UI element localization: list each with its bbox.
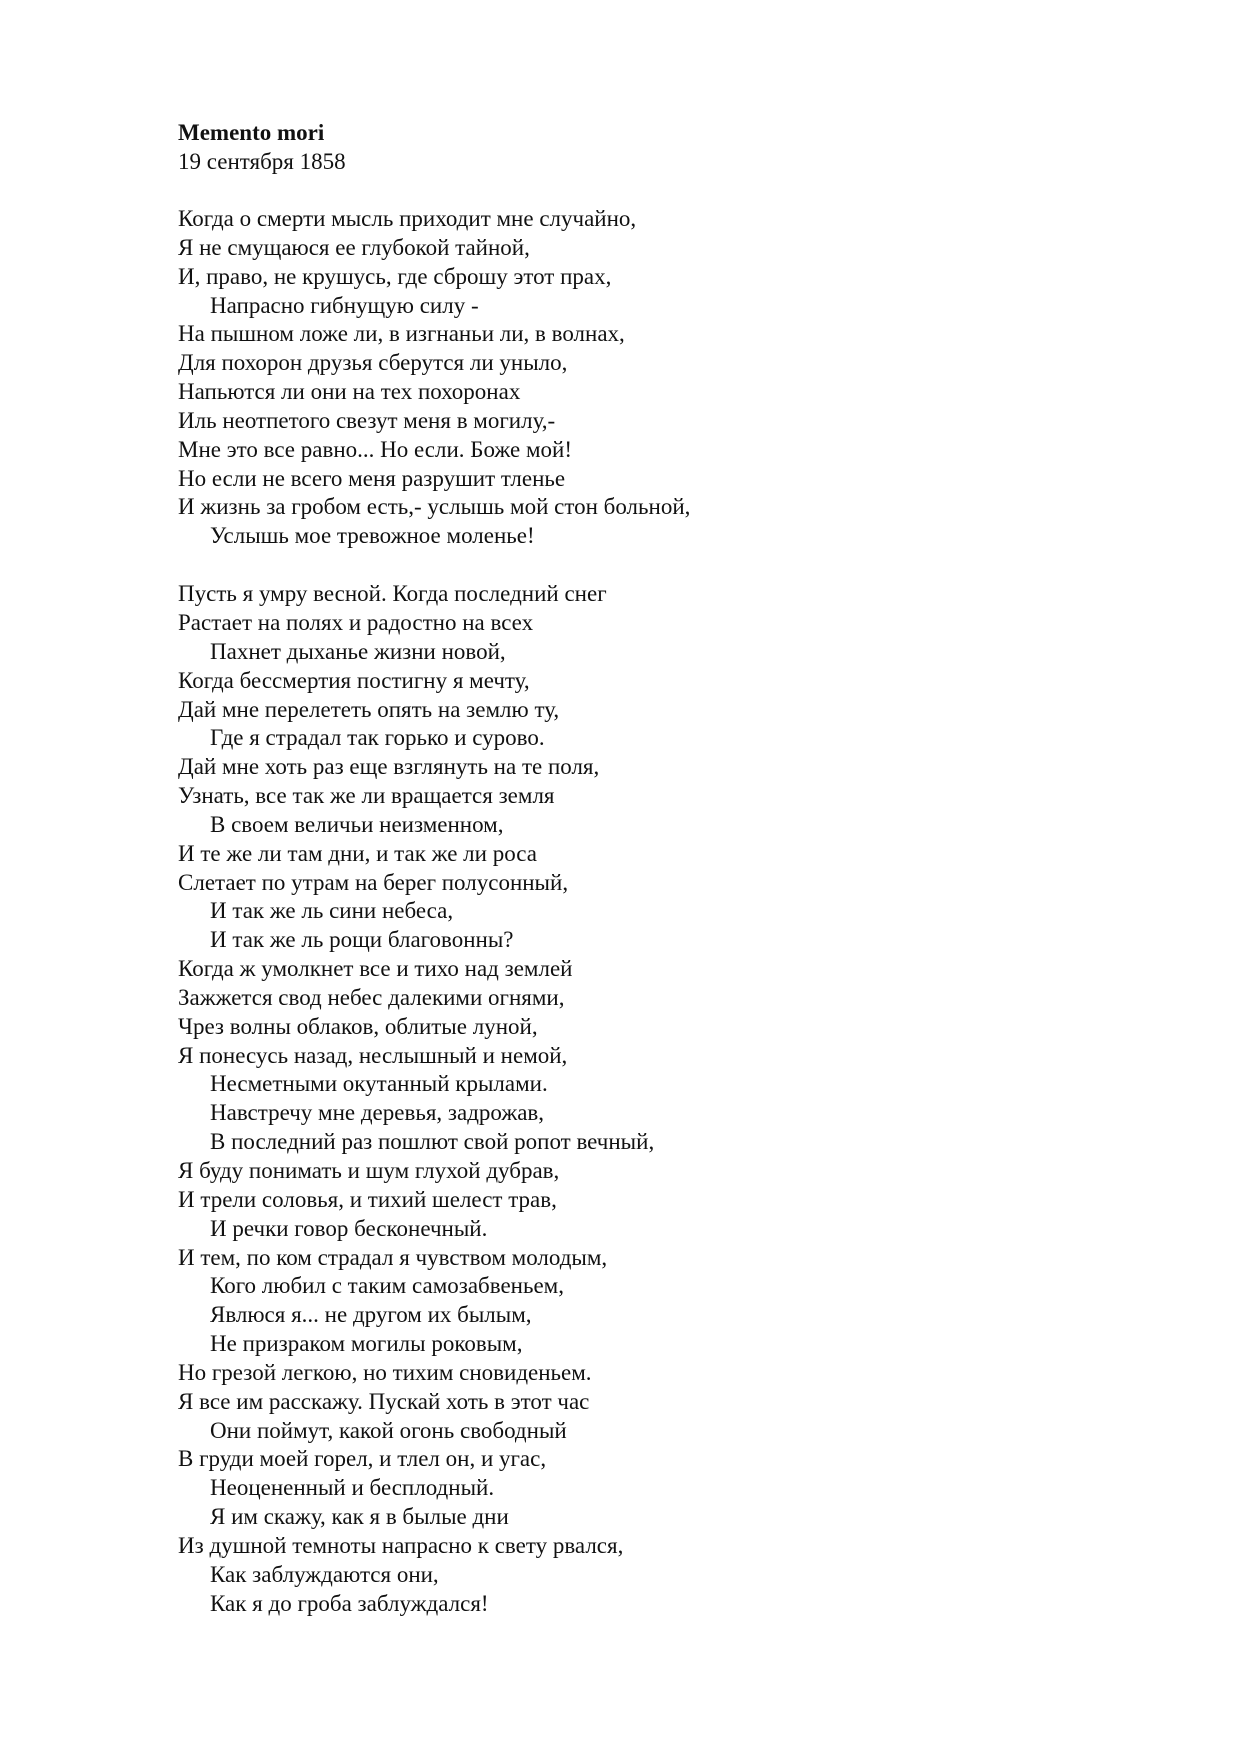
poem-line: И речки говор бесконечный.	[210, 1215, 488, 1241]
poem-line: Но если не всего меня разрушит тленье	[178, 465, 566, 491]
poem-line: И трели соловья, и тихий шелест трав,	[178, 1186, 557, 1212]
poem-line: В груди моей горел, и тлел он, и угас,	[178, 1446, 547, 1472]
poem-line: Несметными окутанный крылами.	[210, 1071, 548, 1097]
poem-line: Они поймут, какой огонь свободный	[210, 1417, 567, 1443]
poem-line: Для похорон друзья сберутся ли уныло,	[178, 350, 568, 376]
poem-line: Дай мне хоть раз еще взглянуть на те поля,	[178, 754, 600, 780]
poem-line: Зажжется свод небес далекими огнями,	[178, 984, 565, 1010]
poem-line: И так же ль сини небеса,	[210, 898, 454, 924]
poem-line: В своем величьи неизменном,	[210, 811, 504, 837]
poem-line: Явлюся я... не другом их былым,	[210, 1302, 532, 1328]
poem-line: Навстречу мне деревья, задрожав,	[210, 1100, 545, 1126]
poem-line: Дай мне перелететь опять на землю ту,	[178, 696, 560, 722]
poem-line: Когда о смерти мысль приходит мне случайно,	[178, 206, 637, 231]
poem-date: 19 сентября 1858	[178, 149, 346, 174]
poem-line: Услышь мое тревожное моленье!	[210, 523, 535, 549]
poem-line: Я не смущаюся ее глубокой тайной,	[178, 234, 530, 260]
poem-line: Как заблуждаются они,	[210, 1561, 439, 1587]
poem-line: Пахнет дыханье жизни новой,	[210, 638, 506, 664]
stanza-1	[178, 205, 1158, 551]
stanza-gap	[178, 551, 1158, 580]
poem-body	[178, 118, 1158, 1619]
stanza-2	[178, 580, 1158, 1618]
poem-line: Пусть я умру весной. Когда последний снег	[178, 581, 607, 607]
poem-title: Memento mori	[178, 120, 325, 145]
poem-line: И те же ли там дни, и так же ли роса	[178, 840, 537, 866]
poem-line: Иль неотпетого свезут меня в могилу,-	[178, 407, 556, 433]
poem-line: Я все им расскажу. Пускай хоть в этот час	[178, 1388, 590, 1414]
poem-line: Мне это все равно... Но если. Боже мой!	[178, 436, 572, 462]
poem-line: Но грезой легкою, но тихим сновиденьем.	[178, 1359, 592, 1385]
poem-line: Из душной темноты напрасно к свету рвался,	[178, 1532, 624, 1558]
poem-line: И жизнь за гробом есть,- услышь мой стон больной,	[178, 494, 691, 520]
poem-line: И так же ль рощи благовонны?	[210, 927, 514, 953]
poem-line: Чрез волны облаков, облитые луной,	[178, 1013, 538, 1039]
poem-line: Неоцененный и бесплодный.	[210, 1475, 495, 1501]
poem-line: Я буду понимать и шум глухой дубрав,	[178, 1158, 560, 1183]
poem-line: Когда бессмертия постигну я мечту,	[178, 667, 530, 693]
poem-line: Я им скажу, как я в былые дни	[210, 1504, 509, 1530]
poem-line: В последний раз пошлют свой ропот вечный,	[210, 1129, 655, 1155]
poem-line: Напрасно гибнущую силу -	[210, 292, 479, 318]
stanza-gap	[178, 176, 1158, 205]
poem-line: Растает на полях и радостно на всех	[178, 609, 534, 635]
poem-line: Слетает по утрам на берег полусонный,	[178, 869, 569, 895]
poem-line: И, право, не крушусь, где сброшу этот прах,	[178, 263, 612, 289]
poem-line: Я понесусь назад, неслышный и немой,	[178, 1042, 568, 1068]
poem-line: На пышном ложе ли, в изгнаньи ли, в волнах,	[178, 321, 625, 347]
poem-line: Как я до гроба заблуждался!	[210, 1590, 489, 1616]
poem-line: И тем, по ком страдал я чувством молодым,	[178, 1244, 608, 1270]
poem-line: Напьются ли они на тех похоронах	[178, 379, 521, 405]
poem-line: Где я страдал так горько и сурово.	[210, 725, 545, 751]
poem-line: Кого любил с таким самозабвеньем,	[210, 1273, 564, 1299]
poem-line: Не призраком могилы роковым,	[210, 1331, 523, 1357]
poem-line: Узнать, все так же ли вращается земля	[178, 783, 555, 809]
poem-line: Когда ж умолкнет все и тихо над землей	[178, 956, 573, 982]
